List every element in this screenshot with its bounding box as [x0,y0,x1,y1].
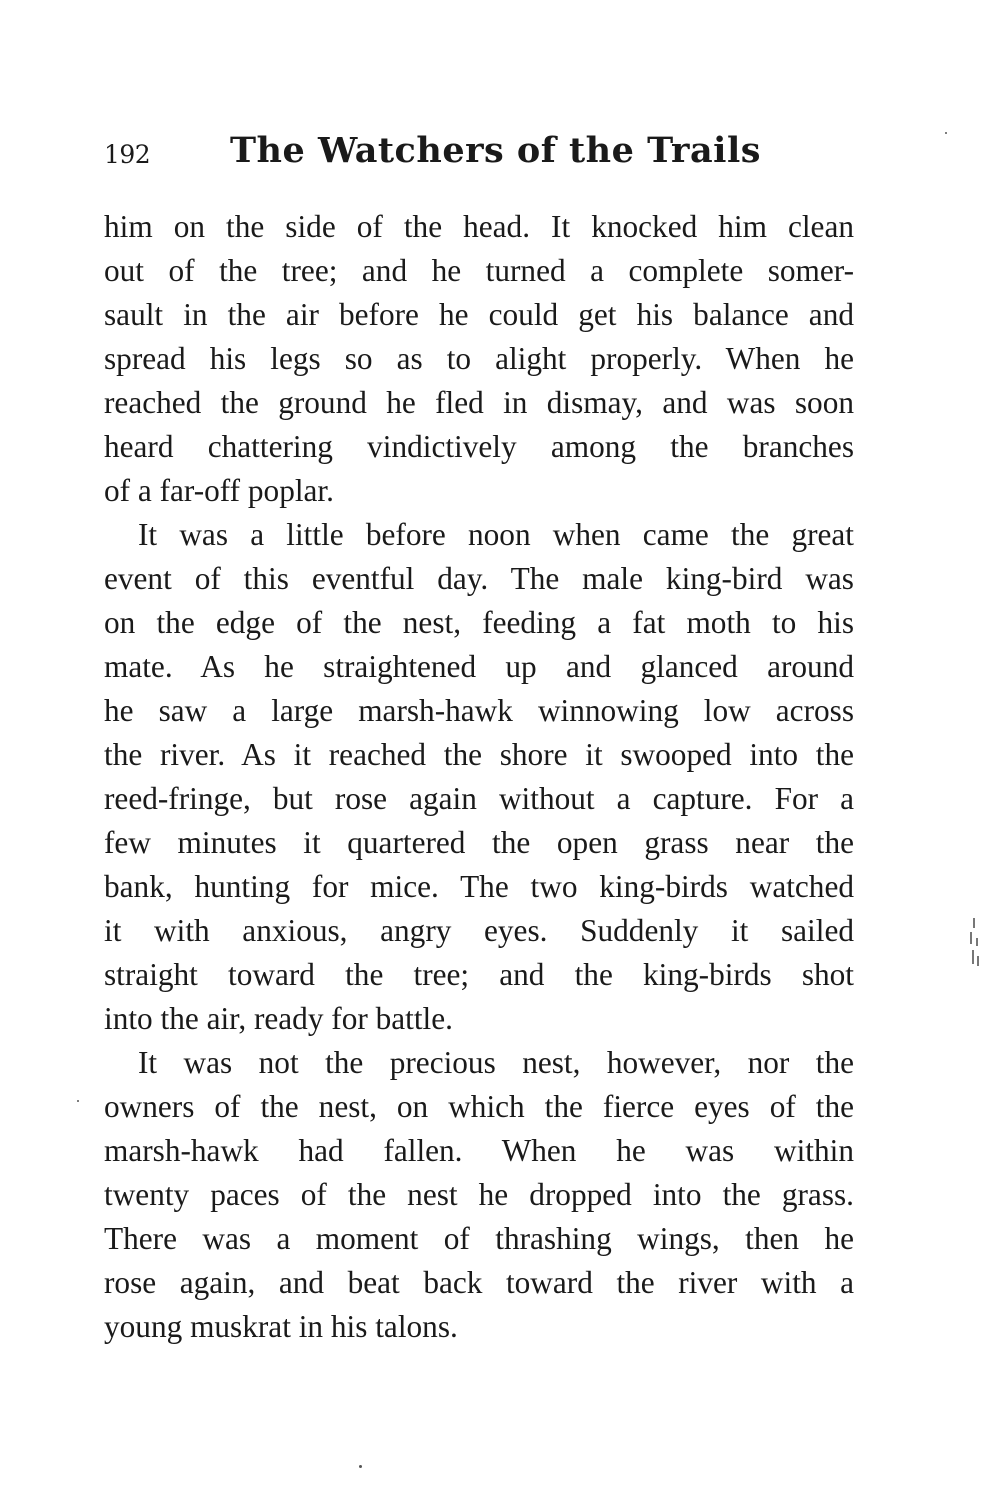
text-line: he saw a large marsh-hawk winnowing low across [104,693,854,728]
text-line: reached the ground he fled in dismay, and was soon [104,385,854,420]
text-line: him on the side of the head. It knocked him clean [104,209,854,244]
text-line: It was not the precious nest, however, nor the [138,1045,854,1080]
text-line: twenty paces of the nest he dropped into the grass. [104,1177,854,1212]
text-line: the river. As it reached the shore it swooped into the [104,737,854,772]
text-line: few minutes it quartered the open grass near the [104,825,854,860]
text-line: sault in the air before he could get his balance and [104,297,854,332]
page-number: 192 [104,140,151,169]
scan-speck [945,132,947,134]
text-line: owners of the nest, on which the fierce eyes of the [104,1089,854,1124]
scan-artifact-mark [967,918,981,970]
text-line: into the air, ready for battle. [104,1001,453,1036]
text-line: reed-fringe, but rose again without a capture. For a [104,781,854,816]
text-line: rose again, and beat back toward the river with a [104,1265,854,1300]
text-line: There was a moment of thrashing wings, then he [104,1221,854,1256]
scan-speck [359,1465,362,1468]
paragraph-1 [104,205,854,513]
text-line: marsh-hawk had fallen. When he was within [104,1133,854,1168]
text-line: straight toward the tree; and the king-birds shot [104,957,854,992]
text-line: It was a little before noon when came the great [138,517,854,552]
body-text [104,205,854,1349]
text-line: of a far-off poplar. [104,473,334,508]
text-line: young muskrat in his talons. [104,1309,458,1344]
text-line: bank, hunting for mice. The two king-birds watched [104,869,854,904]
text-line: event of this eventful day. The male king-bird was [104,561,854,596]
paragraph-3 [104,1041,854,1349]
paragraph-2 [104,513,854,1041]
scan-speck [77,1100,79,1102]
text-line: out of the tree; and he turned a complete somer- [104,253,854,288]
text-line: it with anxious, angry eyes. Suddenly it sailed [104,913,854,948]
text-line: mate. As he straightened up and glanced around [104,649,854,684]
running-title: The Watchers of the Trails [230,130,761,171]
text-line: on the edge of the nest, feeding a fat moth to his [104,605,854,640]
text-line: heard chattering vindictively among the branches [104,429,854,464]
text-line: spread his legs so as to alight properly. When he [104,341,854,376]
